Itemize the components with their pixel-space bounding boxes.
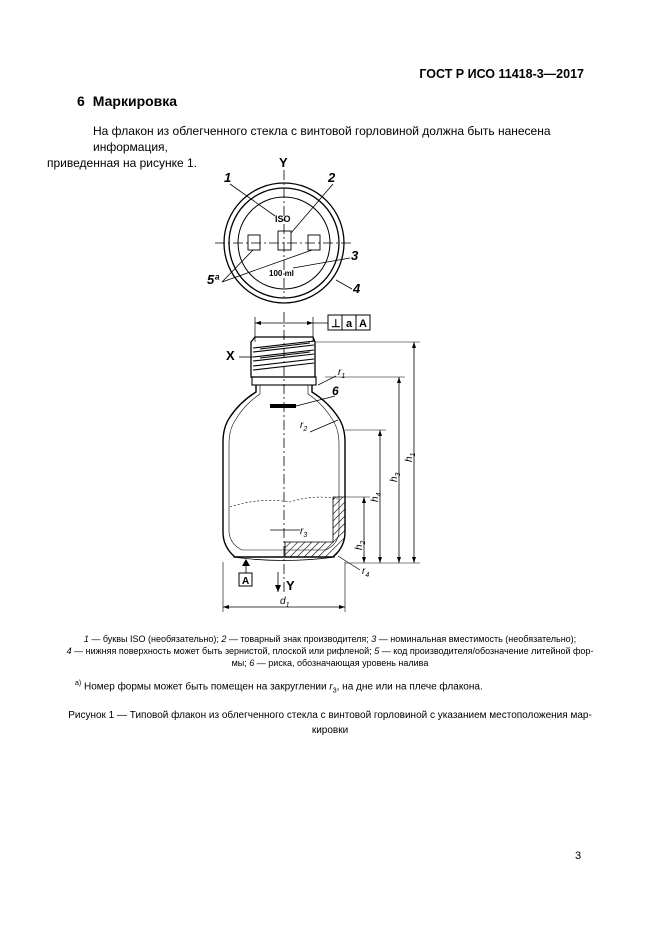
standard-designation: ГОСТ Р ИСО 11418-3—2017 [419, 67, 584, 81]
page-number: 3 [575, 850, 582, 862]
footnote: $^{a)}$ Номер формы может быть помещен на закруглении $r_3$, на дне или на плече флакона. [75, 680, 483, 695]
h2-label: $h_2$ [354, 540, 367, 550]
section-heading [77, 93, 177, 109]
paragraph-line-2: приведенная на рисунке 1. [47, 156, 197, 170]
caption-line-1: Рисунок 1 — Типовой флакон из облегченного стекла с винтовой горловиной с указанием местоположения мар- [68, 710, 592, 721]
feature-control-frame [328, 315, 370, 330]
section-title: Маркировка [92, 93, 178, 109]
paragraph-line-1: На флакон из облегченного стекла с винтовой горловиной должна быть нанесена информация, [93, 124, 551, 154]
legend-line-1: 1 — буквы ISO (необязательно); 2 — товарный знак производителя; 3 — номинальная вместимость (необязательно); [83, 634, 577, 644]
figure-legend [40, 633, 620, 669]
fill-level-mark [270, 404, 296, 408]
datum-label: A [242, 576, 250, 587]
r2-label: $r_2$ [300, 420, 308, 433]
bottle-figure [150, 152, 520, 622]
tolerance-a: a [346, 318, 353, 330]
callout-5: 5ª [207, 272, 220, 287]
callout-4: 4 [353, 281, 361, 296]
r3-label: $r_3$ [300, 526, 308, 539]
caption-line-2: кировки [311, 725, 349, 736]
top-view-axis-label: Y [279, 155, 288, 170]
perpendicularity-symbol: ⊥ [331, 318, 341, 330]
callout-6: 6 [332, 384, 339, 398]
volume-mark: 100 ml [269, 269, 294, 278]
h3-label: $h_3$ [389, 472, 402, 482]
side-view [223, 312, 420, 612]
d1-label: $d_1$ [280, 596, 290, 609]
legend-line-3: мы; 6 — риска, обозначающая уровень налива [231, 658, 429, 668]
callout-2: 2 [328, 170, 336, 185]
top-view [207, 155, 361, 303]
detail-label: X [226, 348, 235, 363]
r1-label: $r_1$ [338, 367, 346, 380]
iso-mark: ISO [275, 214, 291, 224]
mold-code-left [248, 235, 260, 250]
mold-code-right [308, 235, 320, 250]
figure-caption [40, 708, 620, 738]
callout-1: 1 [224, 170, 232, 185]
side-view-axis-label: Y [286, 578, 295, 593]
thread [253, 341, 314, 370]
datum-ref: A [359, 318, 367, 330]
r4-label: $r_4$ [362, 566, 370, 579]
h1-label: $h_1$ [404, 452, 417, 462]
h4-label: $h_4$ [370, 492, 383, 502]
base-section [285, 497, 345, 557]
legend-line-2: 4 — нижняя поверхность может быть зернистой, плоской или рифленой; 5 — код производителя/обозначение литейной фор- [66, 646, 594, 656]
callout-3: 3 [351, 248, 359, 263]
trademark-box [278, 231, 291, 250]
footnote-marker: a) [75, 680, 82, 687]
section-number: 6 [77, 93, 85, 109]
